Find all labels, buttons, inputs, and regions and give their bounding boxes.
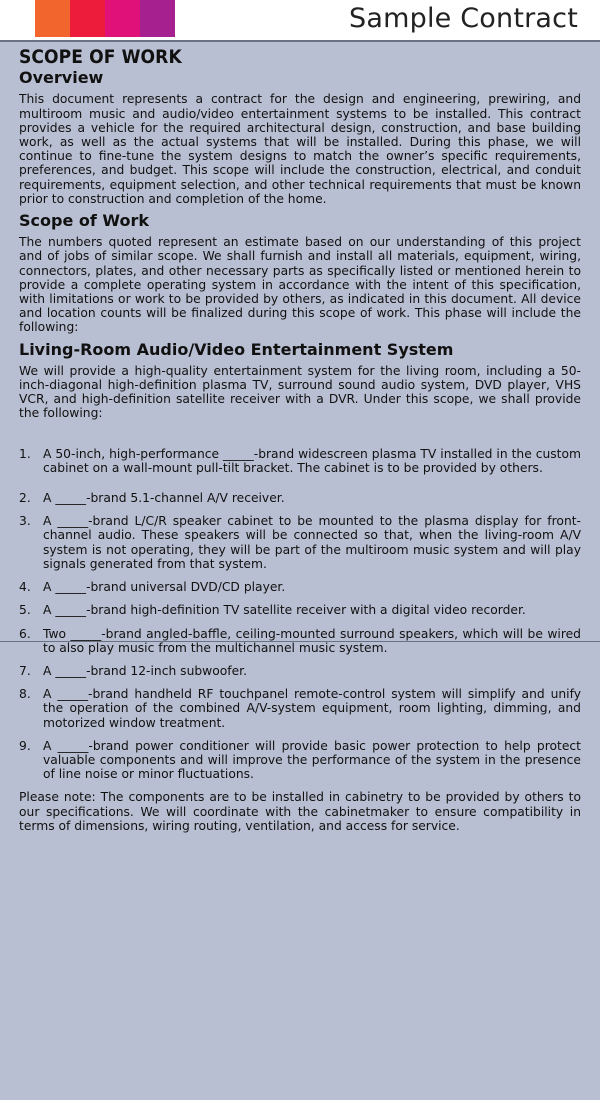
overview-paragraph: This document represents a contract for the design and engineering, prewiring, and multiroom music and audio/video entertainment systems to be installed. This contract provides a vehicle for the required architectural design, construction, and base building work, as well as the actual systems that will be installed. During this phase, we will continue to fine-tune the system designs to match the owner’s specific requirements, preferences, and budget. This scope will include the construction, electrical, and conduit requirements, equipment selection, and other technical requirements that must be known prior to construction and completion of the home. bbox=[19, 92, 581, 206]
living-room-heading: Living-Room Audio/Video Entertainment System bbox=[19, 339, 454, 359]
equipment-list bbox=[19, 447, 581, 782]
list-item-number: 5. bbox=[19, 603, 31, 618]
swatch-red bbox=[70, 0, 105, 37]
list-item-text: A _____-brand 12-inch subwoofer. bbox=[43, 663, 248, 678]
list-item bbox=[19, 491, 581, 505]
section-title: SCOPE OF WORK bbox=[19, 46, 182, 68]
list-item-number: 1. bbox=[19, 446, 31, 461]
list-item bbox=[19, 664, 581, 678]
list-item-text: A _____-brand handheld RF touchpanel remote-control system will simplify and unify the operation of the combined A/V-system equipment, room lighting, dimming, and motorized window treatment. bbox=[43, 687, 581, 730]
list-item-text: A _____-brand high-definition TV satellite receiver with a digital video recorder. bbox=[43, 603, 526, 618]
overview-heading: Overview bbox=[19, 68, 104, 88]
list-item-number: 9. bbox=[19, 738, 31, 753]
scope-paragraph: The numbers quoted represent an estimate based on our understanding of this project and of jobs of similar scope. We shall furnish and install all materials, equipment, wiring, connectors, plates, and other necessary parts as specifically listed or mentioned herein to provide a complete operating system in accordance with the intent of this specification, with limitations or work to be provided by others, as indicated in this document. All device and location counts will be finalized during this scope of work. This phase will include the following: bbox=[19, 235, 581, 335]
list-item-number: 7. bbox=[19, 663, 31, 678]
closing-note: Please note: The components are to be installed in cabinetry to be provided by others to our specifications. We will coordinate with the cabinetmaker to ensure compatibility in terms of dimensions, wiring routing, ventilation, and access for service. bbox=[19, 790, 581, 833]
list-item-text: A _____-brand L/C/R speaker cabinet to be mounted to the plasma display for front-channel audio. These speakers will be connected so that, when the living-room A/V system is not operating, they will be part of the multiroom music system and will play signals generated from that system. bbox=[43, 514, 581, 571]
list-item-number: 6. bbox=[19, 626, 31, 641]
list-item bbox=[19, 739, 581, 782]
list-item-text: A _____-brand 5.1-channel A/V receiver. bbox=[43, 491, 285, 506]
list-item-text: A _____-brand power conditioner will provide basic power protection to help protect valuable components and will improve the performance of the system in the presence of line noise or minor fluctuations. bbox=[43, 738, 581, 782]
page-header bbox=[0, 0, 600, 40]
list-item-number: 8. bbox=[19, 687, 31, 702]
document-body bbox=[19, 46, 581, 841]
scope-heading: Scope of Work bbox=[19, 211, 149, 231]
swatch-purple bbox=[140, 0, 175, 37]
color-swatches bbox=[35, 0, 175, 37]
list-item bbox=[19, 580, 581, 594]
living-room-paragraph: We will provide a high-quality entertainment system for the living room, including a 50-inch-diagonal high-definition plasma TV, surround sound audio system, DVD player, VHS VCR, and high-definition satellite receiver with a DVR. Under this scope, we shall provide the following: bbox=[19, 363, 581, 421]
list-item bbox=[19, 514, 581, 571]
list-item bbox=[19, 603, 581, 617]
header-divider bbox=[0, 40, 600, 42]
list-item-text: A _____-brand universal DVD/CD player. bbox=[43, 580, 286, 595]
list-item-number: 3. bbox=[19, 514, 31, 529]
list-item-text: A 50-inch, high-performance _____-brand widescreen plasma TV installed in the custom cabinet on a wall-mount pull-tilt bracket. The cabinet is to be provided by others. bbox=[43, 446, 581, 475]
list-item-number: 4. bbox=[19, 580, 31, 595]
swatch-pink bbox=[105, 0, 140, 37]
list-item bbox=[19, 627, 581, 655]
swatch-orange bbox=[35, 0, 70, 37]
list-item bbox=[19, 447, 581, 475]
list-item-text: Two _____-brand angled-baffle, ceiling-mounted surround speakers, which will be wired to also play music from the multichannel music system. bbox=[43, 626, 581, 655]
document-title: Sample Contract bbox=[349, 3, 578, 34]
list-item bbox=[19, 687, 581, 730]
list-item-number: 2. bbox=[19, 491, 31, 506]
